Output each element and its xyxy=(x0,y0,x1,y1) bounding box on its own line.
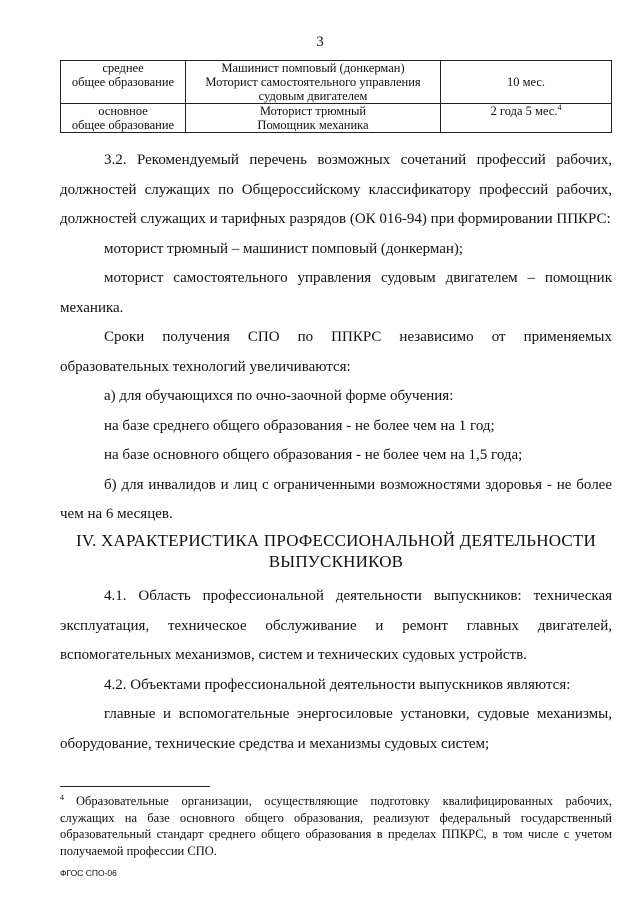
professions-cell xyxy=(186,104,441,133)
paragraph: 4.2. Объектами профессиональной деятельности выпускников являются: xyxy=(104,676,571,693)
profession-line: Моторист самостоятельного управления xyxy=(205,75,421,89)
profession-line: Помощник механика xyxy=(257,118,369,132)
duration-value: 10 мес. xyxy=(506,75,546,89)
section-heading-line: ВЫПУСКНИКОВ xyxy=(268,552,404,571)
footnote-mark: 4 xyxy=(60,792,64,802)
duration-cell xyxy=(441,61,612,104)
body-text-lower xyxy=(60,582,612,759)
education-line: общее образование xyxy=(71,118,175,132)
duration-cell xyxy=(441,104,612,133)
paragraph: а) для обучающихся по очно-заочной форме обучения: xyxy=(104,388,454,404)
professions-cell xyxy=(186,61,441,104)
page-number: 3 xyxy=(316,34,324,50)
paragraph: на базе основного общего образования - не более чем на 1,5 года; xyxy=(104,447,523,463)
footnote-ref[interactable]: 4 xyxy=(557,102,562,112)
paragraph: на базе среднего общего образования - не более чем на 1 год; xyxy=(104,417,495,434)
table-row xyxy=(61,61,612,104)
paragraph: Сроки получения СПО по ППКРС независимо от применяемых образовательных технологий увеличиваются: xyxy=(60,329,612,375)
section-heading-line: IV. ХАРАКТЕРИСТИКА ПРОФЕССИОНАЛЬНОЙ ДЕЯТЕЛЬНОСТИ xyxy=(76,531,596,550)
footer-label: ФГОС СПО-06 xyxy=(60,868,117,878)
profession-line: Моторист трюмный xyxy=(259,104,367,118)
paragraph: 4.1. Область профессиональной деятельности выпускников: техническая эксплуатация, техническое обслуживание и ремонт главных двигателей, вспомогательных механизмов, систем и технических судовых устройств. xyxy=(60,588,612,663)
education-cell xyxy=(61,104,186,133)
paragraph: моторист самостоятельного управления судовым двигателем – помощник механика. xyxy=(60,270,612,316)
education-cell xyxy=(61,61,186,104)
profession-line: судовым двигателем xyxy=(258,89,368,103)
footnote xyxy=(60,793,612,859)
table-row xyxy=(61,104,612,133)
footnote-text: Образовательные организации, осуществляющие подготовку квалифицированных рабочих, служащих на базе основного общего образования, реализуют федеральный государственный образовательный стандарт среднего общего образования в пределах ППКРС, в том числе с учетом получаемой профессии СПО. xyxy=(60,794,612,858)
paragraph: 3.2. Рекомендуемый перечень возможных сочетаний профессий рабочих, должностей служащих по Общероссийскому классификатору профессий рабочих, должностей служащих и тарифных разрядов (ОК 016-94) при формировании ППКРС: xyxy=(60,152,612,227)
section-heading xyxy=(60,530,612,572)
profession-line: Машинист помповый (донкерман) xyxy=(221,61,405,75)
paragraph: б) для инвалидов и лиц с ограниченными возможностями здоровья - не более чем на 6 месяцев. xyxy=(60,476,612,522)
professions-table xyxy=(60,60,612,133)
paragraph: главные и вспомогательные энергосиловые установки, судовые механизмы, оборудование, технические средства и механизмы судовых систем; xyxy=(60,706,612,752)
education-line: общее образование xyxy=(71,75,175,89)
education-line: среднее xyxy=(102,61,144,75)
education-line: основное xyxy=(98,104,148,118)
duration-value: 2 года 5 мес. xyxy=(490,104,558,118)
paragraph: моторист трюмный – машинист помповый (донкерман); xyxy=(104,240,464,257)
body-text-upper xyxy=(60,146,612,530)
footnote-divider xyxy=(60,786,210,787)
